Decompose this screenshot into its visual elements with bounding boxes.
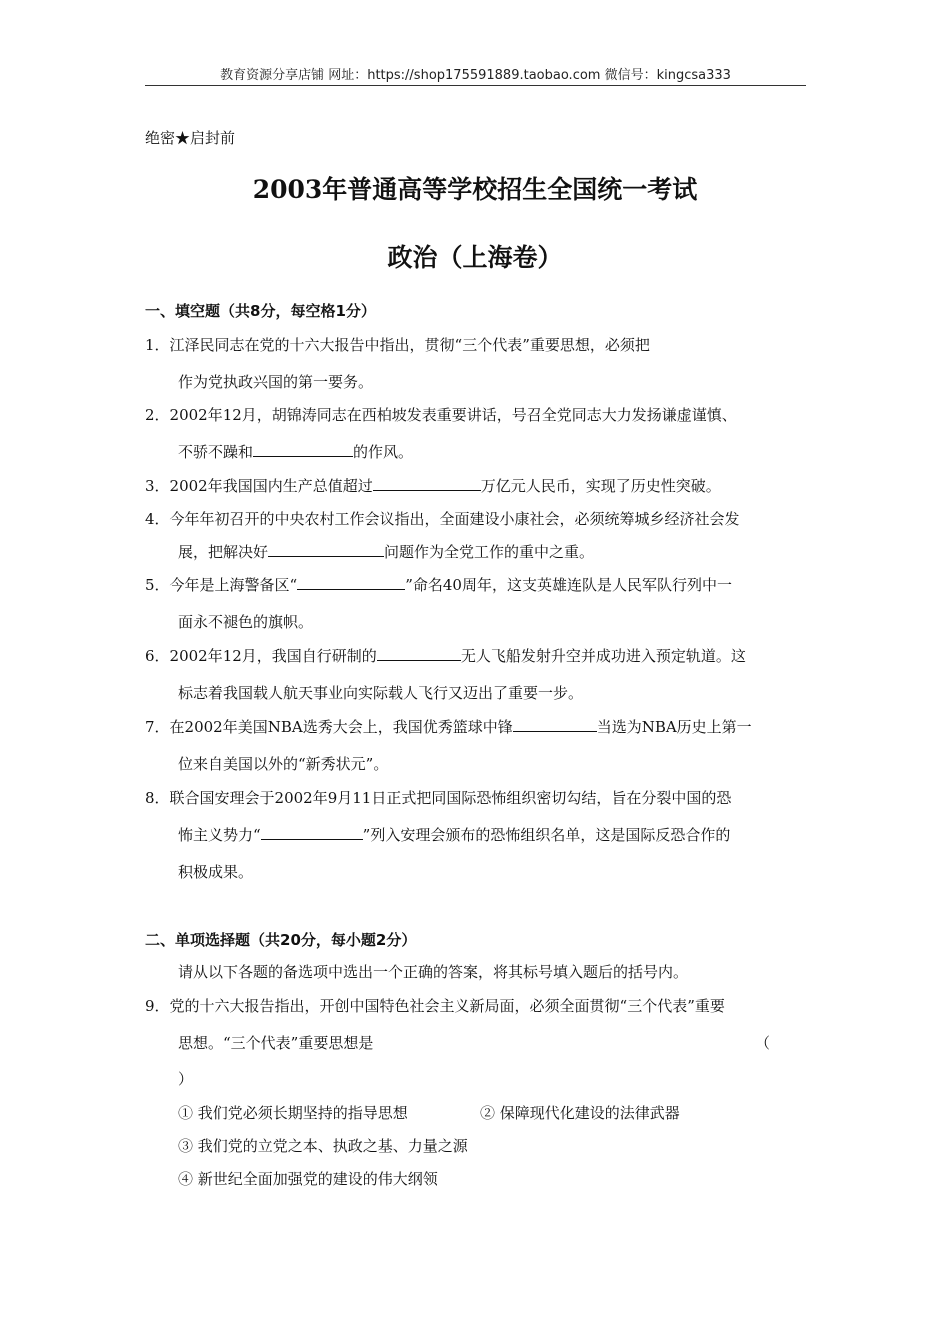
- q6-line1: [145, 645, 808, 666]
- q7-text-before: 7．在2002年美国NBA选秀大会上，我国优秀篮球中锋: [145, 718, 513, 736]
- q9-line2: 思想。“三个代表”重要思想是: [178, 1034, 374, 1052]
- section2-instruction: 请从以下各题的备选项中选出一个正确的答案，将其标号填入题后的括号内。: [178, 963, 689, 981]
- header-divider: [145, 85, 806, 86]
- q5-blank[interactable]: [297, 575, 405, 590]
- q2-line2: [178, 441, 841, 462]
- q5-line2: 面永不褪色的旗帜。: [178, 613, 314, 631]
- section2-heading: 二、单项选择题（共20分，每小题2分）: [145, 931, 417, 949]
- q4-line1: 4．今年年初召开的中央农村工作会议指出，全面建设小康社会，必须统筹城乡经济社会发: [145, 510, 740, 528]
- q9-answer-paren-open[interactable]: （: [755, 1034, 771, 1052]
- q9-option-4: ④ 新世纪全面加强党的建设的伟大纲领: [178, 1170, 438, 1188]
- q7-text-after: 当选为NBA历史上第一: [596, 718, 752, 736]
- q2-line1: 2．2002年12月，胡锦涛同志在西柏坡发表重要讲话，号召全党同志大力发扬谦虚谨慎、: [145, 406, 737, 424]
- q8-line2: [178, 824, 841, 845]
- q3-text-after: 万亿元人民币，实现了历史性突破。: [480, 477, 721, 495]
- page-header: 教育资源分享店铺 网址：https://shop175591889.taobao.com 微信号：kingcsa333: [220, 68, 731, 83]
- q1-line2: 作为党执政兴国的第一要务。: [178, 373, 374, 391]
- q9-option-2: ② 保障现代化建设的法律武器: [480, 1104, 680, 1122]
- q9-option-1: ① 我们党必须长期坚持的指导思想: [178, 1104, 408, 1122]
- q8-line1: 8．联合国安理会于2002年9月11日正式把同国际恐怖组织密切勾结，旨在分裂中国的恐: [145, 789, 732, 807]
- q4-text-before: 展，把解决好: [178, 543, 269, 561]
- q7-line1: [145, 716, 808, 737]
- q8-text-before: 怖主义势力“: [178, 826, 261, 844]
- q4-line2: [178, 541, 841, 562]
- q2-blank[interactable]: [253, 442, 353, 457]
- q5-line1: [145, 574, 808, 595]
- q4-blank[interactable]: [268, 542, 384, 557]
- q7-line2: 位来自美国以外的“新秀状元”。: [178, 755, 389, 773]
- q5-text-before: 5．今年是上海警备区“: [145, 576, 298, 594]
- q2-text-after: 的作风。: [353, 443, 414, 461]
- exam-title: 2003年普通高等学校招生全国统一考试: [252, 175, 698, 204]
- q1-line1: 1．江泽民同志在党的十六大报告中指出，贯彻“三个代表”重要思想，必须把: [145, 336, 650, 354]
- q8-text-after: ”列入安理会颁布的恐怖组织名单，这是国际反恐合作的: [362, 826, 731, 844]
- secrecy-label: 绝密★启封前: [145, 129, 236, 147]
- q3-blank[interactable]: [373, 476, 481, 491]
- q9-line1: 9．党的十六大报告指出，开创中国特色社会主义新局面，必须全面贯彻“三个代表”重要: [145, 997, 725, 1015]
- q9-option-3: ③ 我们党的立党之本、执政之基、力量之源: [178, 1137, 468, 1155]
- q4-text-after: 问题作为全党工作的重中之重。: [384, 543, 595, 561]
- q6-text-after: 无人飞船发射升空并成功进入预定轨道。这: [460, 647, 746, 665]
- q2-text-before: 不骄不躁和: [178, 443, 254, 461]
- q8-blank[interactable]: [261, 825, 363, 840]
- exam-subtitle: 政治（上海卷）: [387, 243, 563, 272]
- q6-text-before: 6．2002年12月，我国自行研制的: [145, 647, 377, 665]
- q6-blank[interactable]: [377, 646, 461, 661]
- q8-line3: 积极成果。: [178, 863, 254, 881]
- q6-line2: 标志着我国载人航天事业向实际载人飞行又迈出了重要一步。: [178, 684, 584, 702]
- q7-blank[interactable]: [513, 717, 597, 732]
- q3-line1: [145, 475, 808, 496]
- section1-heading: 一、填空题（共8分，每空格1分）: [145, 302, 376, 320]
- q3-text-before: 3．2002年我国国内生产总值超过: [145, 477, 373, 495]
- q5-text-after: ”命名40周年，这支英雄连队是人民军队行列中一: [405, 576, 732, 594]
- q9-answer-paren-close: ）: [178, 1070, 194, 1088]
